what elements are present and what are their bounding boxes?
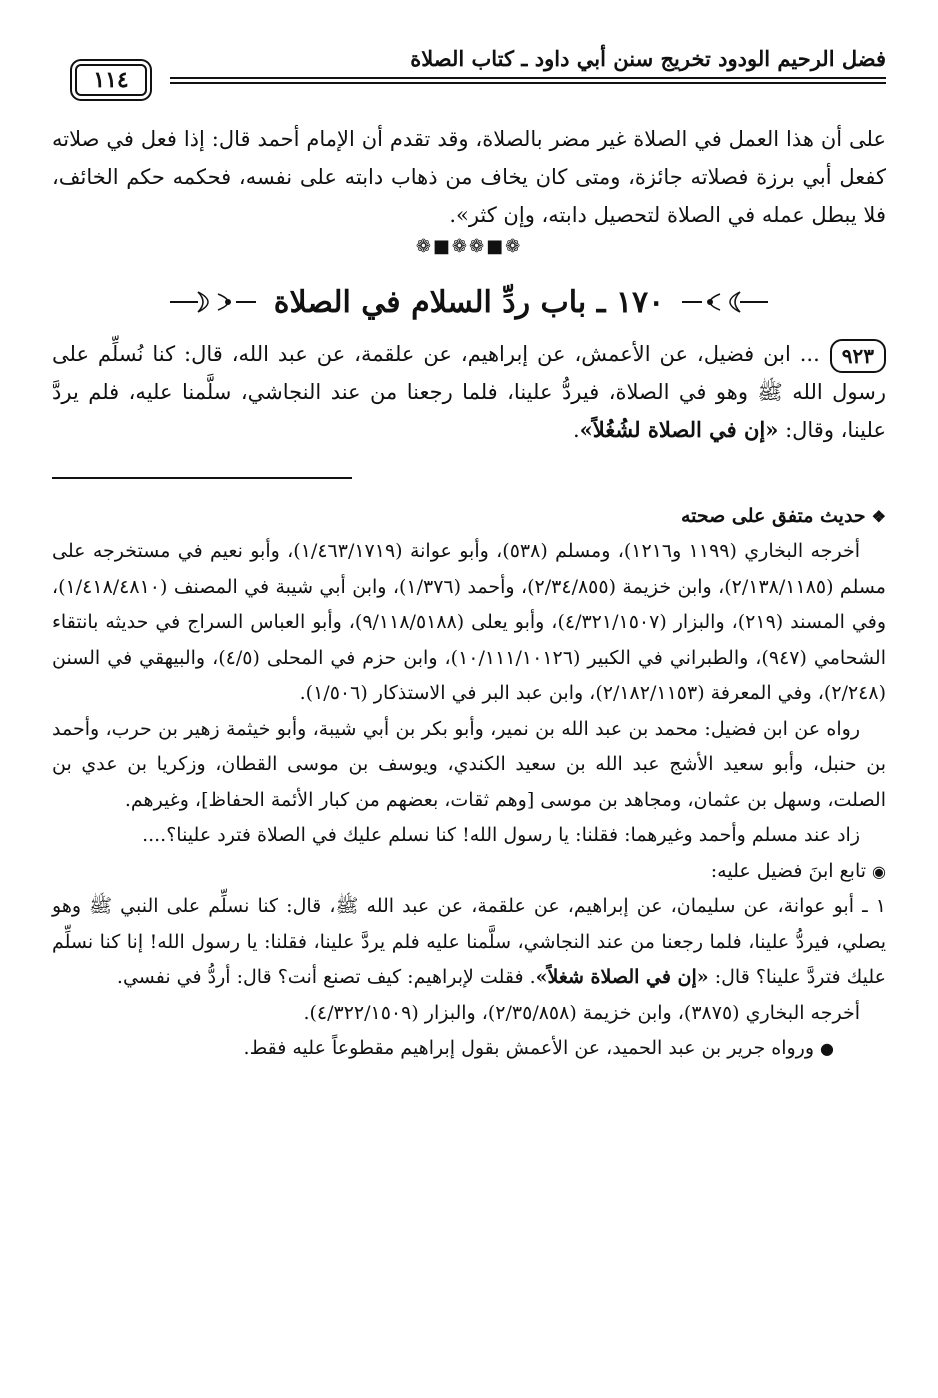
addition-paragraph: زاد عند مسلم وأحمد وغيرهما: فقلنا: يا رسول الله! كنا نسلم عليك في الصلاة فترد علينا؟.... <box>142 824 860 846</box>
page-header <box>52 34 886 96</box>
ornament-glyphs: ❁■❁❁■❁ <box>415 236 523 257</box>
running-title: فضل الرحيم الودود تخريج سنن أبي داود ـ كتاب الصلاة <box>410 46 886 71</box>
top-paragraph: على أن هذا العمل في الصلاة غير مضر بالصلاة، وقد تقدم أن الإمام أحمد قال: إذا فعل في صلاته كفعل أبي برزة فصلاته جائزة، ومتى كان يخاف من ذهاب دابته على نفسه، فحكمه حكم الخائف، فلا يبطل عمله في الصلاة لتحصيل دابته، وإن كثر». <box>52 127 886 227</box>
bullet-paragraph <box>52 1031 886 1067</box>
flourish-left-icon <box>168 284 258 320</box>
header-rule-bottom <box>52 82 886 84</box>
follow-1-quote: «إن في الصلاة شغلاً» <box>535 966 709 988</box>
header-rules <box>52 77 886 85</box>
follow-1-text: ١ ـ أبو عوانة، عن سليمان، عن إبراهيم، عن علقمة، عن عبد الله ﷺ، قال: كنا نسلِّم على النبي ﷺ وهو يصلي، فيردُّ علينا، فلما رجعنا من عند النجاشي، سلَّمنا عليه فلم يردَّ علينا، فقلنا: يا رسول الله! إنا كنا نسلِّم عليك فتردَّ علينا؟ قال: <box>52 895 886 988</box>
grading-text: حديث متفق على صحته <box>681 505 866 527</box>
hadith-end: . <box>572 418 580 442</box>
footnote-separator <box>52 477 352 479</box>
hadith-text <box>52 335 886 449</box>
follow-1-paragraph <box>52 889 886 996</box>
follow-1-after: . فقلت لإبراهيم: كيف تصنع أنت؟ قال: أردُّ في نفسي. <box>116 966 536 988</box>
narrators-paragraph: رواه عن ابن فضيل: محمد بن عبد الله بن نمير، وأبو بكر بن أبي شيبة، وأبو خيثمة زهير بن حرب، وأحمد بن حنبل، وأبو سعيد الأشج عبد الله بن سعيد الكندي، ويوسف بن موسى القطان، وزكريا بن عدي بن الصلت، وسهل بن عثمان، ومجاهد بن موسى [وهم ثقات، بعضهم من كبار الأئمة الحفاظ]، وغيرهم. <box>52 717 886 811</box>
follow-1-takhrij: أخرجه البخاري (٣٨٧٥)، وابن خزيمة (٢/٣٥/٨٥٨)، والبزار (٤/٣٢٢/١٥٠٩). <box>303 1001 860 1024</box>
circle-marker-icon: ◉ <box>872 861 886 881</box>
hadith-quote: «إن في الصلاة لشُغُلاً» <box>579 417 779 442</box>
page <box>52 34 886 1378</box>
follow-intro <box>52 854 886 890</box>
flourish-right-icon <box>680 284 770 320</box>
chapter-title: ١٧٠ ـ باب ردِّ السلام في الصلاة <box>273 284 665 320</box>
chapter-heading <box>52 279 886 325</box>
follow-intro-text: تابع ابنَ فضيل عليه: <box>710 859 867 882</box>
page-number: ١١٤ <box>75 64 146 96</box>
header-rule-top <box>52 77 886 79</box>
bullet-icon: ● <box>820 1039 834 1058</box>
page-number-frame <box>52 62 170 98</box>
hadith-number: ٩٢٣ <box>830 339 886 373</box>
ornament-divider <box>52 236 886 257</box>
hadith-body: ... ابن فضيل، عن الأعمش، عن إبراهيم، عن علقمة، عن عبد الله، قال: كنا نُسلِّم على رسول الله ﷺ وهو في الصلاة، فيردُّ علينا، فلما رجعنا من عند النجاشي، سلَّمنا عليه، فلم يردَّ علينا، وقال: <box>52 342 886 442</box>
grading-line <box>52 499 886 534</box>
book-mark-icon: ❖ <box>871 507 886 526</box>
bullet-text: ورواه جرير بن عبد الحميد، عن الأعمش بقول إبراهيم مقطوعاً عليه فقط. <box>243 1037 815 1059</box>
takhrij-paragraph: أخرجه البخاري (١١٩٩ و١٢١٦)، ومسلم (٥٣٨)، وأبو عوانة (١/٤٦٣/١٧١٩)، وأبو نعيم في مستخرجه على مسلم (٢/١٣٨/١١٨٥)، وابن خزيمة (٢/٣٤/٨٥٥)، وأحمد (١/٣٧٦)، وابن أبي شيبة في المصنف (١/٤١٨/٤٨١٠)، وفي المسند (٢١٩)، والبزار (٤/٣٢١/١٥٠٧)، وأبو يعلى (٩/١١٨/٥١٨٨)، وأبو العباس السراج في حديثه بانتقاء الشحامي (٩٤٧)، والطبراني في الكبير (١٠/١١١/١٠١٢٦)، وابن حزم في المحلى (٤/٥)، والبيهقي في السنن (٢/٢٤٨)، وفي المعرفة (٢/١٨٢/١١٥٣)، وابن عبد البر في الاستذكار (١/٥٠٦). <box>52 540 886 704</box>
